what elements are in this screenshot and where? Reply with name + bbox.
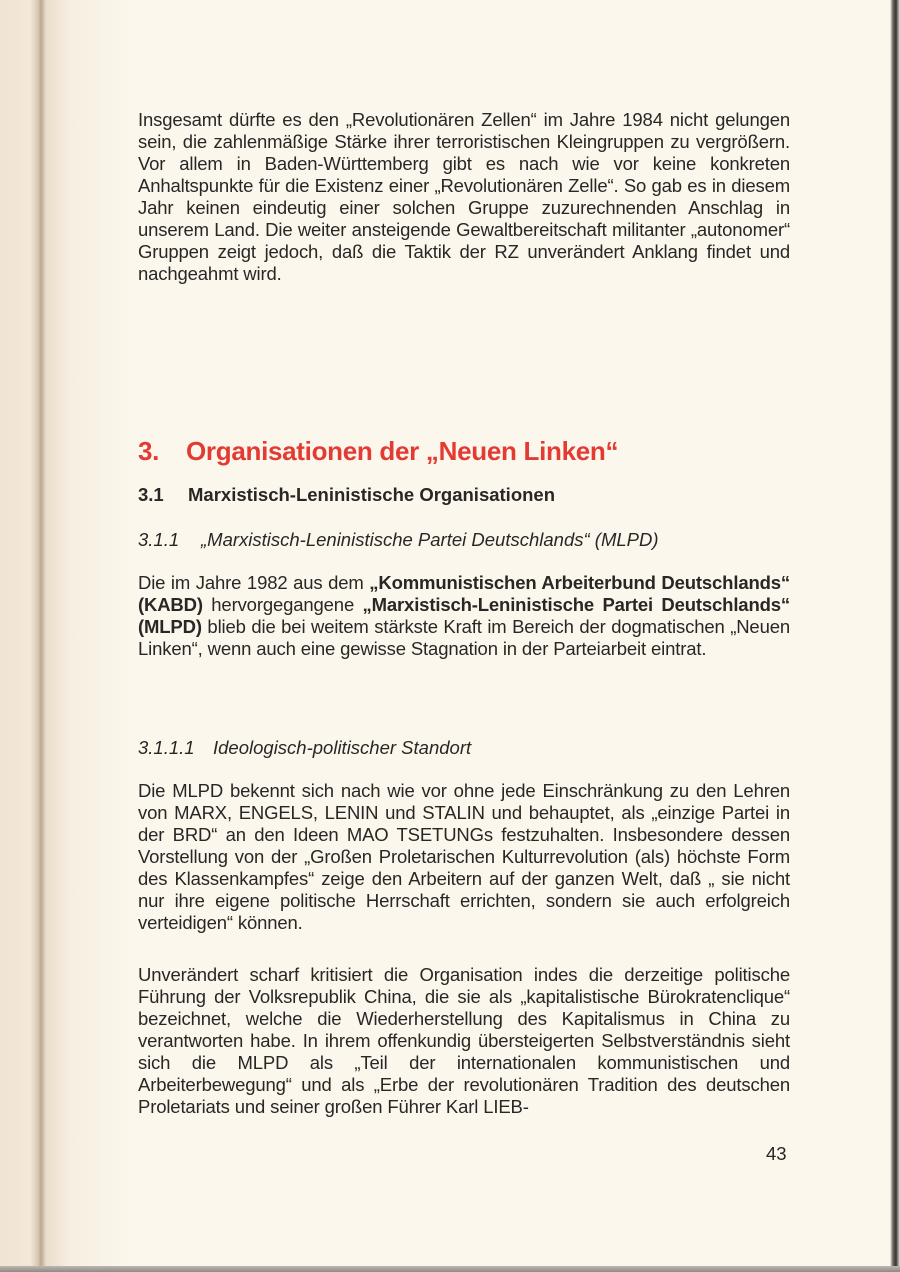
text-run: Die im Jahre 1982 aus dem	[138, 572, 370, 593]
paragraph-mlpd-ideology: Die MLPD bekennt sich nach wie vor ohne jede Einschränkung zu den Lehren von MARX, ENGELS, LENIN und STALIN und behauptet, als „einzige Partei in der BRD“ an den Ideen MAO TSETUNGs festzuhalten. Insbesondere dessen Vorstellung von der „Großen Proletarischen Kulturrevolution (als) höchste Form des Klassenkampfes“ zeige den Arbeitern auf der ganzen Welt, daß „ sie nicht nur ihre eigene politische Herrschaft errichten, sondern sie auch erfolgreich verteidigen“ können.	[138, 780, 790, 933]
section-number: 3.	[138, 436, 160, 466]
subsection-title: Ideologisch-politischer Standort	[213, 737, 472, 758]
subsection-number: 3.1.1.1	[138, 737, 195, 758]
subsection-title: „Marxistisch-Leninistische Partei Deutschlands“ (MLPD)	[201, 529, 659, 550]
book-spine-shadow	[0, 0, 130, 1272]
paragraph-revolutionaere-zellen: Insgesamt dürfte es den „Revolutionären Zellen“ im Jahre 1984 nicht gelungen sein, die zahlenmäßige Stärke ihrer terroristischen Kleingruppen zu vergrößern. Vor allem in Baden-Württemberg gibt es nach wie vor keine konkreten Anhaltspunkte für die Existenz einer „Revolutionären Zelle“. So gab es in diesem Jahr keinen eindeutig einer solchen Gruppe zuzurechnenden Anschlag in unserem Land. Die weiter ansteigende Gewaltbereitschaft militanter „autonomer“ Gruppen zeigt jedoch, daß die Taktik der RZ unverändert Anklang findet und nachgeahmt wird.	[138, 109, 790, 284]
text-run: blieb die bei weitem stärkste Kraft im Bereich der dogmatischen „Neuen Linken“, wenn auch eine gewisse Stagnation in der Parteiarbeit eintrat.	[138, 616, 790, 659]
page-right-edge	[890, 0, 900, 1272]
subsection-number: 3.1	[138, 484, 164, 505]
page-bottom-edge	[0, 1266, 900, 1272]
subsection-number: 3.1.1	[138, 529, 180, 550]
paragraph-mlpd-intro	[138, 572, 790, 660]
bold-term-mlpd: „Marxistisch-Leninistische Partei Deutschlands“ (MLPD)	[138, 594, 790, 637]
section-title: Organisationen der „Neuen Linken“	[186, 436, 619, 466]
subsection-heading-3-1	[138, 484, 555, 506]
subsection-title: Marxistisch-Leninistische Organisationen	[188, 484, 556, 505]
page-number: 43	[766, 1143, 787, 1164]
bold-term-kabd: „Kommunistischen Arbeiterbund Deutschlands“ (KABD)	[138, 572, 790, 615]
text-run: hervorgegangene	[202, 594, 363, 615]
subsection-heading-3-1-1-1	[138, 737, 471, 759]
subsection-heading-3-1-1	[138, 529, 659, 551]
paragraph-mlpd-china-critique: Unverändert scharf kritisiert die Organisation indes die derzeitige politische Führung der Volksrepublik China, die sie als „kapitalistische Bürokratenclique“ bezeichnet, welche die Wiederherstellung des Kapitalismus in China zu verantworten habe. In ihrem offenkundig übersteigerten Selbstverständnis sieht sich die MLPD als „Teil der internationalen kommunistischen und Arbeiterbewegung“ und als „Erbe der revolutionären Tradition des deutschen Proletariats und seiner großen Führer Karl LIEB-	[138, 964, 790, 1117]
section-heading-3	[138, 436, 618, 467]
